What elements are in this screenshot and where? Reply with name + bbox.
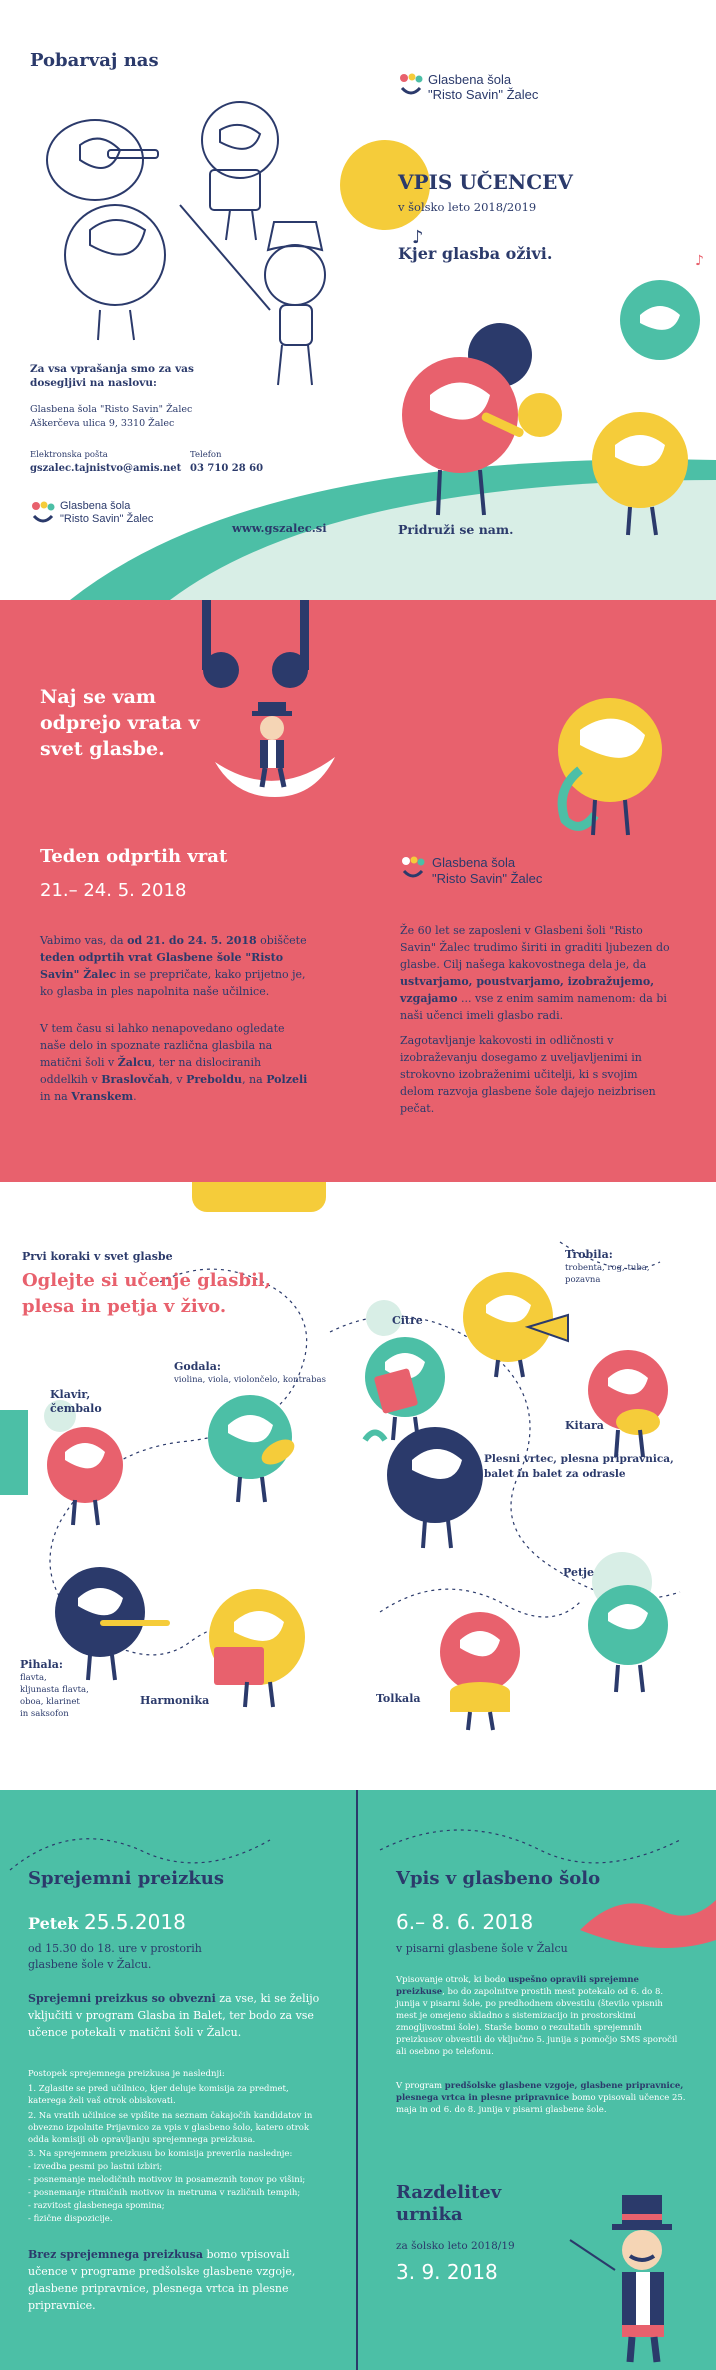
slogan: Kjer glasba oživi. <box>398 244 553 263</box>
contact-heading: Za vsa vprašanja smo za vas dosegljivi na naslovu: <box>30 363 194 389</box>
address-line-2: Aškerčeva ulica 9, 3310 Žalec <box>30 418 175 429</box>
enrol-heading: Vpis v glasbeno šolo <box>396 1868 601 1889</box>
exam-steps-intro: Postopek sprejemnega preizkusa je naslednji: <box>28 2069 225 2079</box>
schedule-date: 3. 9. 2018 <box>396 2260 498 2284</box>
instruments-section <box>0 1182 716 1790</box>
section-logo-text-1: Glasbena šola <box>432 855 516 870</box>
label-petje: Petje <box>563 1566 595 1579</box>
instruments-heading-line-2: plesa in petja v živo. <box>22 1296 227 1317</box>
email-label: Elektronska pošta <box>30 450 108 460</box>
godala-list: violina, viola, violončelo, kontrabas <box>174 1375 326 1385</box>
open-days-section <box>0 600 716 1182</box>
harmonika-character <box>192 1582 322 1712</box>
email-link[interactable]: gszalec.tajnistvo@amis.net <box>30 463 182 474</box>
exam-step-3: 3. Na sprejemnem preizkusu bo komisija preverila naslednje: <box>28 2149 293 2159</box>
enrol-place: v pisarni glasbene šole v Žalcu <box>396 1942 568 1955</box>
character-band-illustration <box>390 227 716 545</box>
open-days-dates: 21.– 24. 5. 2018 <box>40 880 187 901</box>
label-kitara: Kitara <box>565 1419 604 1432</box>
enrolment-title: VPIS UČENCEV <box>398 170 573 194</box>
label-citre: Citre <box>392 1314 423 1327</box>
trobila-list-1: trobenta, rog, tuba, <box>565 1263 650 1273</box>
svg-text:♪: ♪ <box>412 227 424 248</box>
phone-label: Telefon <box>190 450 222 460</box>
join-us-text: Pridruži se nam. <box>398 522 514 537</box>
instruments-heading-line-1: Oglejte si učenje glasbil, <box>22 1270 271 1291</box>
exam-enrolment-section <box>0 1790 716 2370</box>
trobila-list-2: pozavna <box>565 1275 601 1285</box>
tolkala-character <box>425 1602 535 1732</box>
exam-criteria-3: - posnemanje ritmičnih motivov in metruma v različnih tempih; <box>28 2188 301 2198</box>
exam-day: Petek <box>28 1914 79 1933</box>
open-days-headline: Naj se vam odprejo vrata v svet glasbe. <box>40 686 200 760</box>
trobila-character <box>458 1267 578 1377</box>
conductor-illustration <box>210 692 340 802</box>
petje-character <box>578 1577 688 1697</box>
exam-time-line-1: od 15.30 do 18. ure v prostorih <box>28 1942 202 1955</box>
enrol-paragraph-2: V program predšolske glasbene vzgoje, glasbene pripravnice, plesnega vrtca in plesne pripravnice bomo vpisovali učence 25. maja in od 6. do 8. junija v pisarni glasbene šole. <box>396 2081 686 2115</box>
godala-character <box>200 1387 320 1507</box>
svg-text:♪: ♪ <box>695 253 704 269</box>
label-harmonika: Harmonika <box>140 1694 210 1707</box>
footer-logo-text-2: "Risto Savin" Žalec <box>60 513 154 525</box>
label-godala: Godala: <box>174 1360 221 1373</box>
conductor-character <box>560 2190 700 2365</box>
open-days-heading: Teden odprtih vrat <box>40 846 228 867</box>
header-logo-text-1: Glasbena šola <box>428 72 512 87</box>
website-link[interactable]: www.gszalec.si <box>232 521 327 535</box>
header-logo-text-2: "Risto Savin" Žalec <box>428 87 539 102</box>
exam-heading: Sprejemni preizkus <box>28 1868 224 1889</box>
section-logo-text-2: "Risto Savin" Žalec <box>432 871 543 886</box>
exam-criteria-1: - izvedba pesmi po lastni izbiri; <box>28 2162 163 2172</box>
label-dance-1: Plesni vrtec, plesna pripravnica, <box>484 1453 674 1465</box>
about-school-paragraph-1: Že 60 let se zaposleni v Glasbeni šoli "Risto Savin" Žalec trudimo širiti in graditi ljubezen do glasbe. Cilj našega kakovostnega dela je, da ustvarjamo, poustvarjamo, izobražujemo, vzgajamo ... vse z enim samim namenom: da bi naši učenci imeli glasbo radi. <box>400 924 670 1022</box>
phone-value: 03 710 28 60 <box>190 463 264 474</box>
pihala-list-3: oboa, klarinet <box>20 1697 80 1707</box>
exam-time-line-2: glasbene šole v Žalcu. <box>28 1958 152 1971</box>
footer-logo-text-1: Glasbena šola <box>60 500 131 512</box>
schedule-heading-1: Razdelitev <box>396 2182 502 2203</box>
exam-step-2: 2. Na vratih učilnice se vpišite na seznam čakajočih kandidatov in obvezno izpolnite Prijavnico za vpis v glasbeno šolo, katero otrok odda komisiji ob opravljanju sprejemnega preizkusa. <box>28 2111 313 2145</box>
label-cembalo: čembalo <box>50 1402 102 1415</box>
open-days-paragraph-2: V tem času si lahko nenapovedano ogledate naše delo in spoznate različna glasbila na matični šoli v Žalcu, ter na dislociranih oddelkih v Braslovčah, v Preboldu, na Polzeli in na Vranskem. <box>40 1022 308 1103</box>
about-school-paragraph-2: Zagotavljanje kakovosti in odličnosti v izobraževanju dosegamo z uveljavljenimi in strokovno izobraženimi učitelji, ki s svojim delom razvoja glasbene šole dajejo neizbrisen pečat. <box>400 1034 656 1115</box>
enrol-dates: 6.– 8. 6. 2018 <box>396 1910 534 1934</box>
kitara-character <box>578 1342 688 1462</box>
address-line-1: Glasbena šola "Risto Savin" Žalec <box>30 404 193 415</box>
exam-paragraph-2: Brez sprejemnega preizkusa bomo vpisovali učence v programe predšolske glasbene vzgoje, glasbene pripravnice, plesnega vrtca in plesne pripravnice. <box>28 2248 296 2312</box>
exam-paragraph-1: Sprejemni preizkus so obvezni za vse, ki se želijo vključiti v program Glasba in Balet, ter bodo za vse učence potekali v matični šoli v Žalcu. <box>28 1992 320 2039</box>
open-days-paragraph-1: Vabimo vas, da od 21. do 24. 5. 2018 obiščete teden odprtih vrat Glasbene šole "Risto Savin" Žalec in se prepričate, kako prijetno je, ko glasba in ples napolnita naše učilnice. <box>40 934 307 998</box>
line-art-characters <box>20 100 360 400</box>
exam-date: 25.5.2018 <box>84 1910 186 1934</box>
pihala-list-4: in saksofon <box>20 1709 69 1719</box>
enrol-paragraph-1: Vpisovanje otrok, ki bodo uspešno opravili sprejemne preizkuse, bo do zapolnitve prostih mest potekalo od 6. do 8. junija v pisarni šole, po predhodnem obvestilu (število vpisnih mest je omejeno skladno s sistemizacijo in prostorskimi zmogljivostmi šole). Starše bomo o rezultatih sprejemnih preizkusov obvestili do vključno 5. junija s pomočjo SMS sporočil ali osebno po telefonu. <box>396 1975 678 2057</box>
pihala-list-1: flavta, <box>20 1673 47 1683</box>
cover-section <box>0 0 716 600</box>
school-logo-icon <box>400 855 426 883</box>
exam-criteria-5: - fizične dispozicije. <box>28 2214 113 2224</box>
label-dance-2: balet in balet za odrasle <box>484 1468 626 1480</box>
school-logo-icon <box>398 72 424 100</box>
pihala-list-2: kljunasta flavta, <box>20 1685 89 1695</box>
saxophone-character <box>540 690 680 840</box>
coral-wave-decoration <box>560 1880 716 1950</box>
school-logo-icon <box>30 500 56 528</box>
exam-criteria-2: - posnemanje melodičnih motivov in posameznih tonov po višini; <box>28 2175 306 2185</box>
label-tolkala: Tolkala <box>376 1692 421 1705</box>
exam-step-1: 1. Zglasite se pred učilnico, kjer deluje komisija za predmet, katerega želi vaš otrok obiskovati. <box>28 2084 289 2106</box>
dance-character <box>360 1420 490 1550</box>
instruments-kicker: Prvi koraki v svet glasbe <box>22 1250 173 1263</box>
school-year-subtitle: v šolsko leto 2018/2019 <box>398 200 537 214</box>
label-trobila: Trobila: <box>565 1248 613 1261</box>
label-klavir: Klavir, <box>50 1388 91 1401</box>
schedule-year: za šolsko leto 2018/19 <box>396 2240 515 2252</box>
exam-criteria-4: - razvitost glasbenega spomina; <box>28 2201 165 2211</box>
label-pihala: Pihala: <box>20 1658 63 1671</box>
follow-us-title: Pobarvaj nas <box>30 50 159 71</box>
schedule-heading-2: urnika <box>396 2204 463 2225</box>
klavir-character <box>0 1410 130 1530</box>
